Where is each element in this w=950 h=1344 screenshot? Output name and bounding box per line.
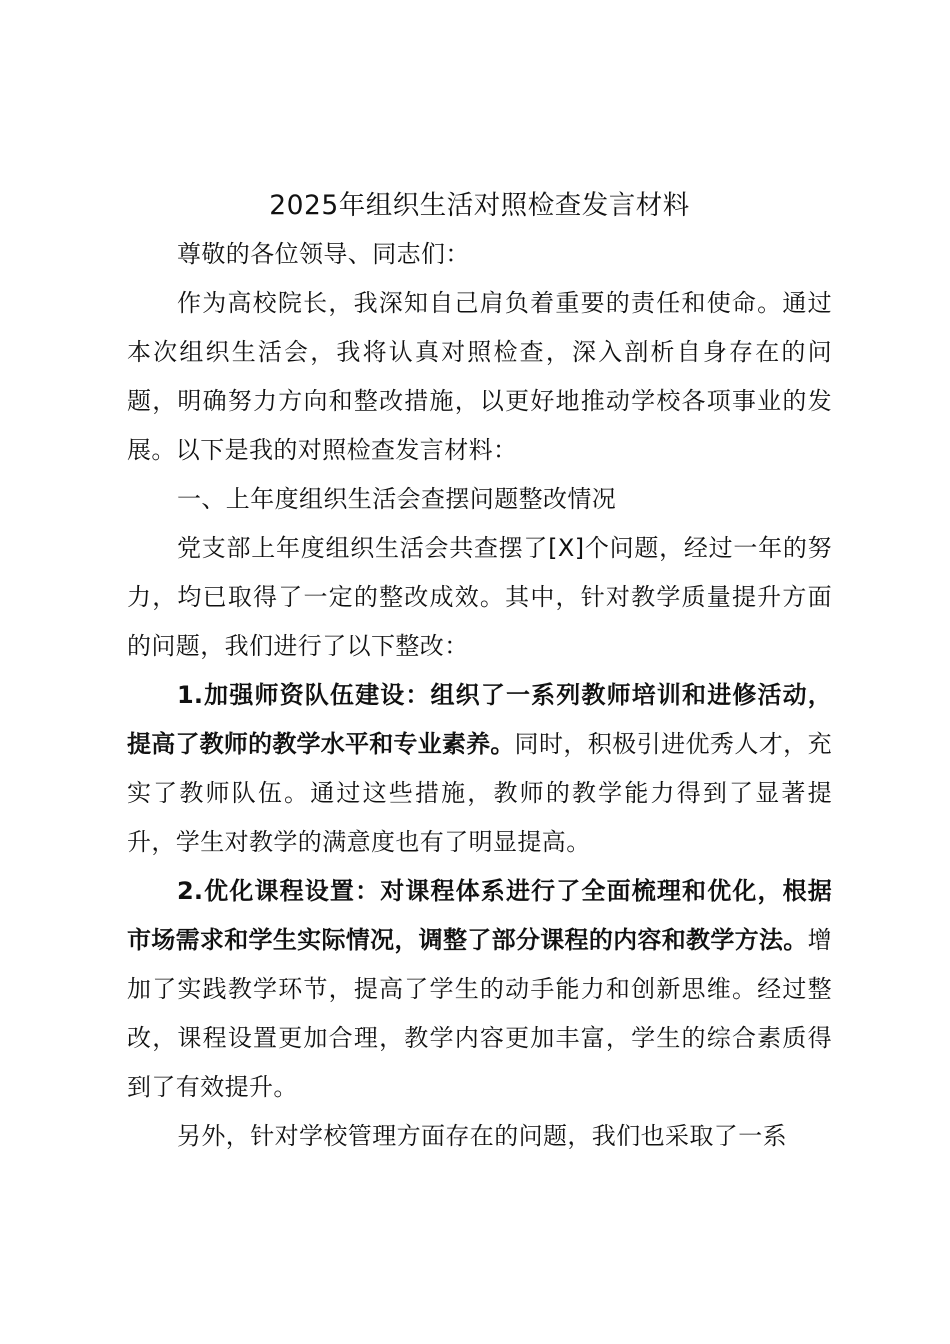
document-body <box>127 182 832 1161</box>
trailing-paragraph: 另外，针对学校管理方面存在的问题，我们也采取了一系 <box>177 1122 787 1150</box>
section-heading: 一、上年度组织生活会查摆问题整改情况 <box>177 485 617 513</box>
item-body-1: 同时，积极引进优秀人才，充实了教师队伍。通过这些措施，教师的教学能力得到了显著提升，学生对教学的满意度也有了明显提高。 <box>127 730 833 856</box>
salutation: 尊敬的各位领导、同志们： <box>177 240 470 268</box>
document-title: 2025年组织生活对照检查发言材料 <box>269 190 690 221</box>
item-lead-2: 2.优化课程设置：对课程体系进行了全面梳理和优化，根据市场需求和学生实际情况，调整了部分课程的内容和教学方法。 <box>127 877 832 954</box>
item-paragraph-1 <box>127 671 832 867</box>
section-paragraph: 党支部上年度组织生活会共查摆了[X]个问题，经过一年的努力，均已取得了一定的整改成效。其中，针对教学质量提升方面的问题，我们进行了以下整改： <box>127 534 832 660</box>
item-paragraph-2 <box>127 867 832 1112</box>
item-body-2: 增加了实践教学环节，提高了学生的动手能力和创新思维。经过整改，课程设置更加合理，教学内容更加丰富，学生的综合素质得到了有效提升。 <box>127 926 832 1101</box>
item-lead-1: 1.加强师资队伍建设：组织了一系列教师培训和进修活动，提高了教师的教学水平和专业素养。 <box>127 681 832 758</box>
intro-paragraph: 作为高校院长，我深知自己肩负着重要的责任和使命。通过本次组织生活会，我将认真对照检查，深入剖析自身存在的问题，明确努力方向和整改措施，以更好地推动学校各项事业的发展。以下是我的对照检查发言材料： <box>127 289 832 464</box>
